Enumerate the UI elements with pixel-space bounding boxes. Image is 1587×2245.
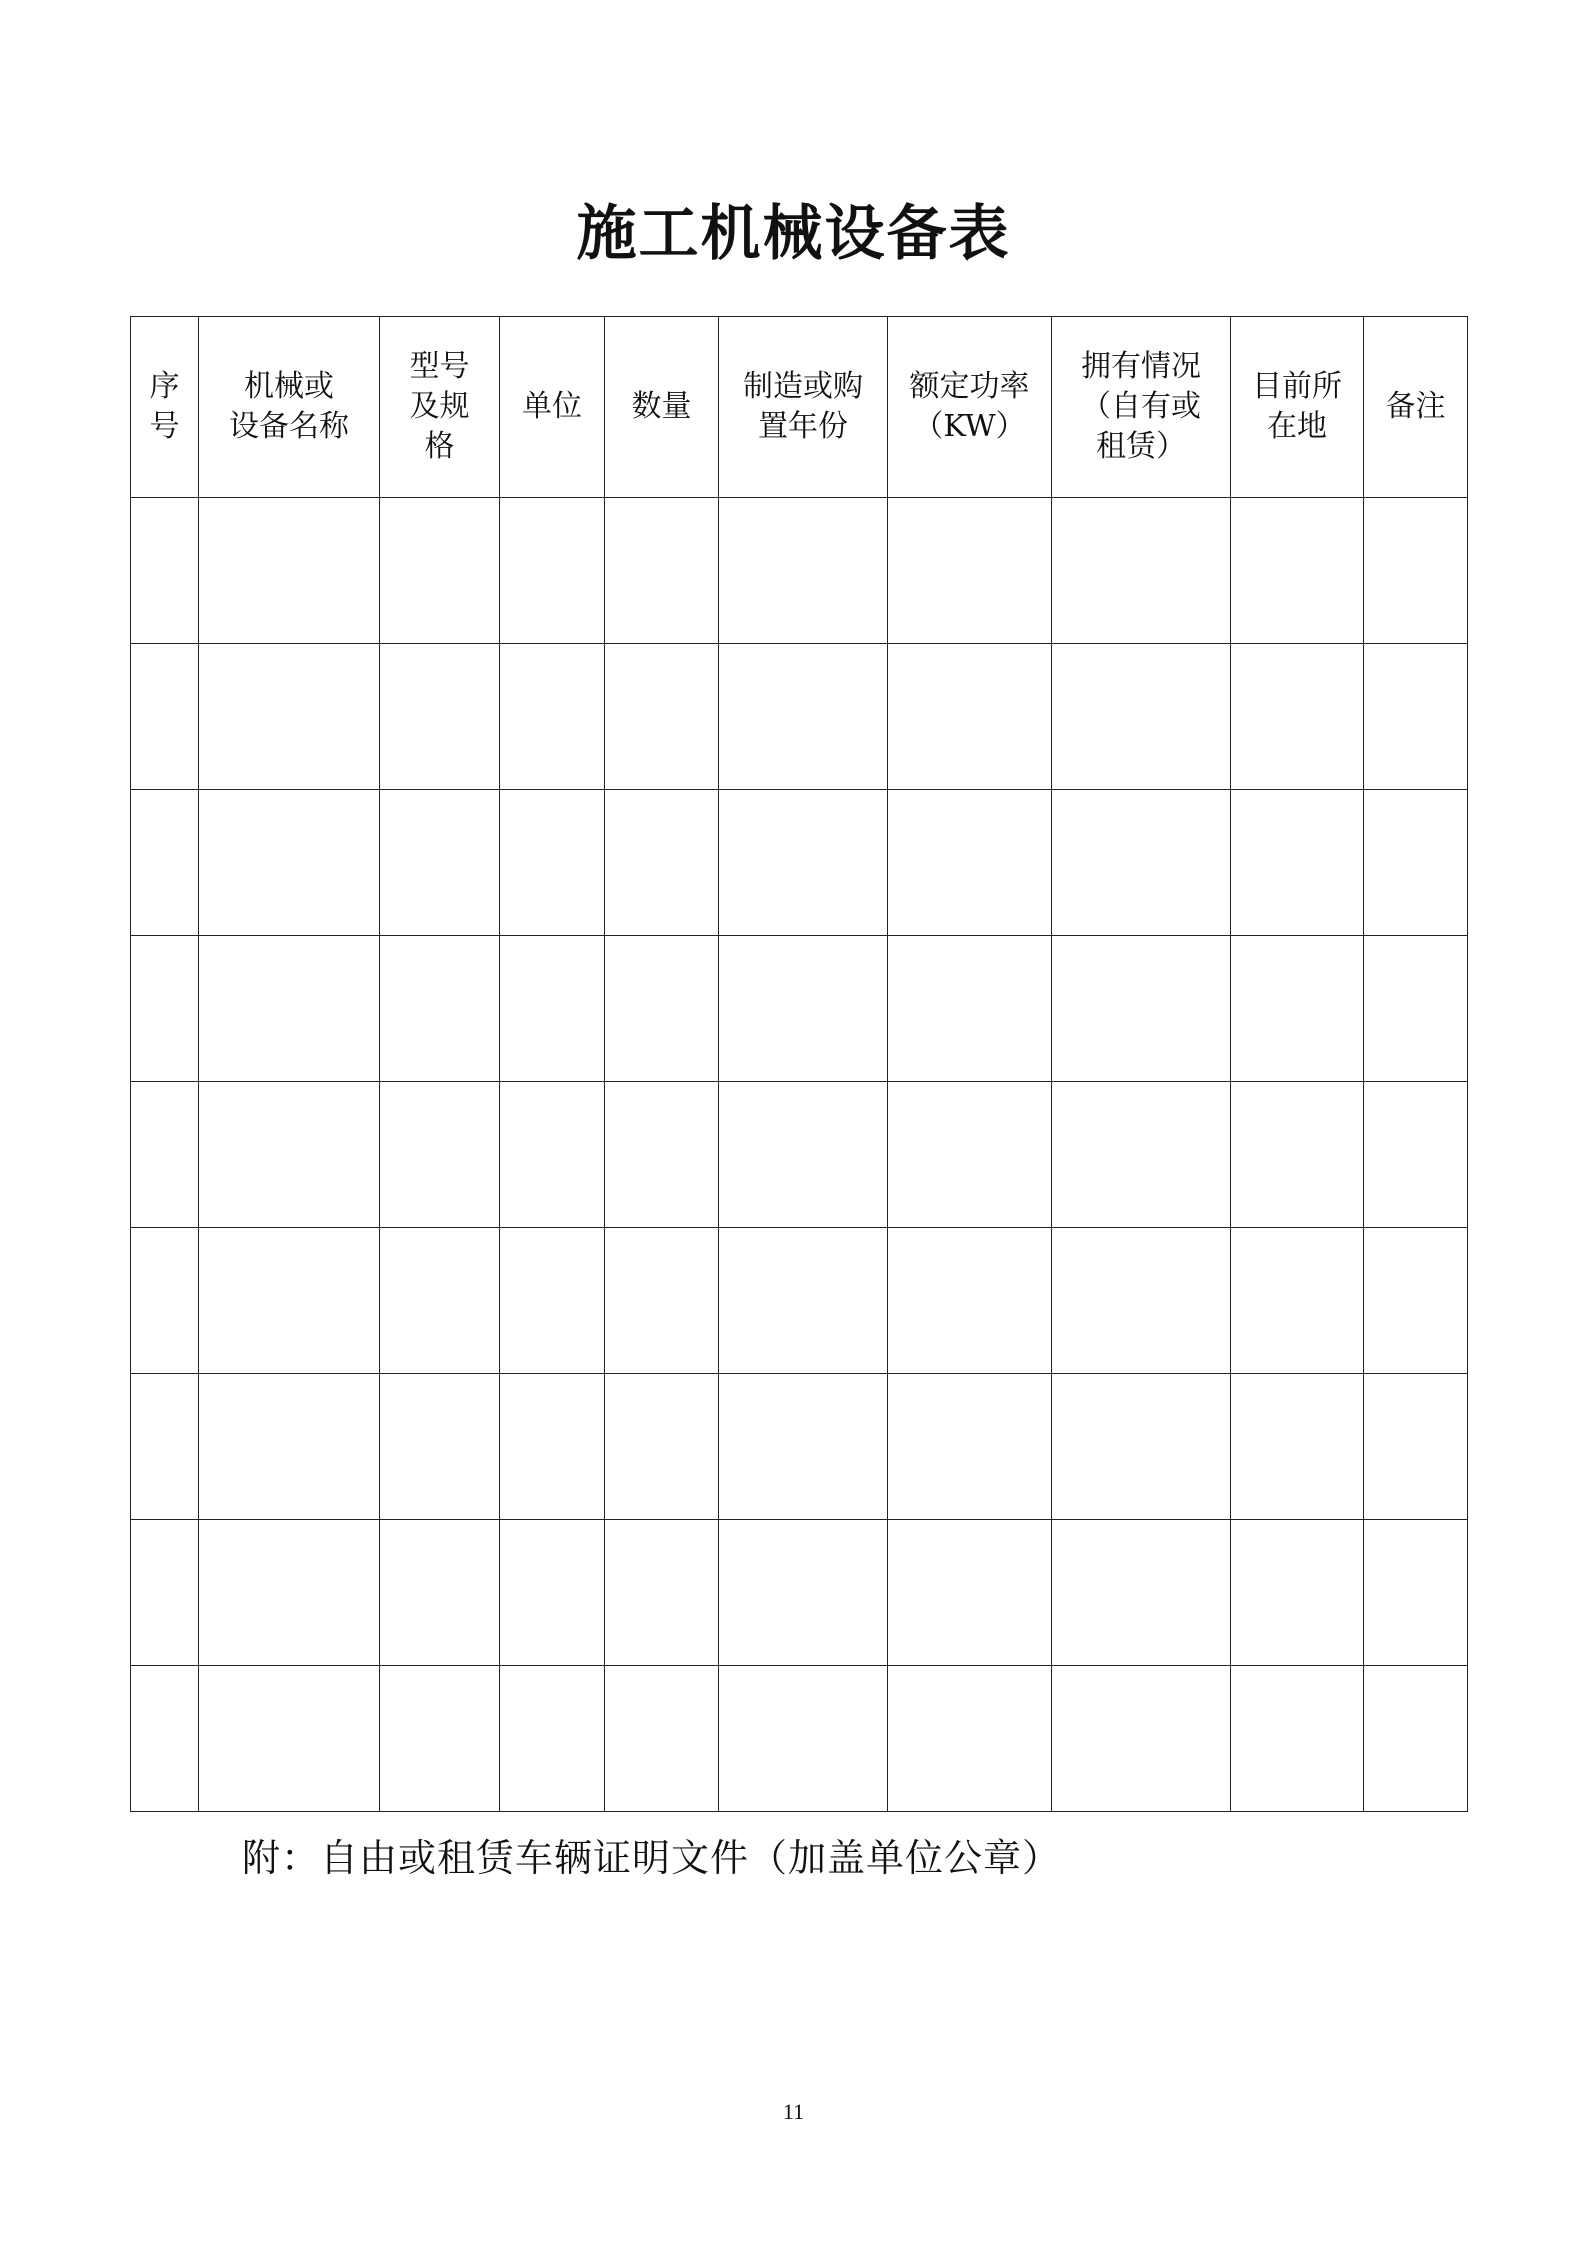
table-cell[interactable] (380, 1520, 500, 1666)
table-cell[interactable] (1364, 644, 1468, 790)
table-row (131, 936, 1468, 1082)
table-cell[interactable] (131, 790, 199, 936)
table-cell[interactable] (380, 1228, 500, 1374)
table-row (131, 1082, 1468, 1228)
table-cell[interactable] (1364, 1228, 1468, 1374)
table-cell[interactable] (719, 498, 888, 644)
table-cell[interactable] (500, 644, 605, 790)
header-current-location: 目前所 在地 (1231, 317, 1364, 498)
table-row (131, 1666, 1468, 1812)
table-cell[interactable] (719, 1374, 888, 1520)
table-cell[interactable] (1231, 644, 1364, 790)
table-cell[interactable] (888, 1520, 1052, 1666)
table-cell[interactable] (888, 936, 1052, 1082)
table-cell[interactable] (500, 1082, 605, 1228)
table-cell[interactable] (719, 790, 888, 936)
table-cell[interactable] (380, 1666, 500, 1812)
table-cell[interactable] (719, 1520, 888, 1666)
table-cell[interactable] (380, 1082, 500, 1228)
table-cell[interactable] (131, 1082, 199, 1228)
table-cell[interactable] (605, 1374, 719, 1520)
table-cell[interactable] (605, 1520, 719, 1666)
table-cell[interactable] (719, 1082, 888, 1228)
table-cell[interactable] (1364, 1666, 1468, 1812)
table-cell[interactable] (380, 790, 500, 936)
equipment-table (130, 316, 1468, 1812)
header-manufacture-year: 制造或购 置年份 (719, 317, 888, 498)
page-number: 11 (782, 2099, 805, 2124)
table-row (131, 1228, 1468, 1374)
table-cell[interactable] (199, 644, 380, 790)
table-cell[interactable] (500, 936, 605, 1082)
table-cell[interactable] (888, 1228, 1052, 1374)
table-cell[interactable] (719, 936, 888, 1082)
table-body (131, 498, 1468, 1812)
table-cell[interactable] (605, 790, 719, 936)
header-unit: 单位 (500, 317, 605, 498)
table-cell[interactable] (199, 1374, 380, 1520)
header-quantity: 数量 (605, 317, 719, 498)
table-cell[interactable] (1052, 1082, 1231, 1228)
table-cell[interactable] (719, 644, 888, 790)
table-cell[interactable] (199, 790, 380, 936)
page-title: 施工机械设备表 (576, 199, 1011, 269)
table-cell[interactable] (1231, 1666, 1364, 1812)
table-cell[interactable] (500, 498, 605, 644)
table-cell[interactable] (605, 498, 719, 644)
table-cell[interactable] (380, 644, 500, 790)
table-cell[interactable] (605, 644, 719, 790)
table-cell[interactable] (131, 936, 199, 1082)
table-cell[interactable] (199, 1082, 380, 1228)
table-cell[interactable] (131, 644, 199, 790)
table-cell[interactable] (199, 498, 380, 644)
table-cell[interactable] (1231, 1374, 1364, 1520)
table-cell[interactable] (1052, 498, 1231, 644)
table-cell[interactable] (500, 1228, 605, 1374)
table-cell[interactable] (500, 790, 605, 936)
table-cell[interactable] (131, 1228, 199, 1374)
table-cell[interactable] (1364, 498, 1468, 644)
table-cell[interactable] (199, 936, 380, 1082)
table-cell[interactable] (1231, 1082, 1364, 1228)
header-equipment-name: 机械或 设备名称 (199, 317, 380, 498)
table-cell[interactable] (605, 1666, 719, 1812)
table-cell[interactable] (1052, 1666, 1231, 1812)
table-row (131, 1374, 1468, 1520)
table-cell[interactable] (605, 1228, 719, 1374)
table-cell[interactable] (1231, 936, 1364, 1082)
table-cell[interactable] (1364, 936, 1468, 1082)
table-header-row (131, 317, 1468, 498)
table-cell[interactable] (1052, 1520, 1231, 1666)
table-cell[interactable] (380, 498, 500, 644)
table-cell[interactable] (1231, 498, 1364, 644)
table-cell[interactable] (380, 936, 500, 1082)
table-cell[interactable] (605, 936, 719, 1082)
table-cell[interactable] (888, 1666, 1052, 1812)
table-cell[interactable] (131, 1520, 199, 1666)
table-cell[interactable] (380, 1374, 500, 1520)
table-cell[interactable] (888, 790, 1052, 936)
table-cell[interactable] (888, 498, 1052, 644)
table-row (131, 644, 1468, 790)
table-cell[interactable] (1364, 1520, 1468, 1666)
table-cell[interactable] (199, 1228, 380, 1374)
table-cell[interactable] (605, 1082, 719, 1228)
header-serial-number: 序 号 (131, 317, 199, 498)
header-model-spec: 型号 及规 格 (380, 317, 500, 498)
table-row (131, 790, 1468, 936)
table-row (131, 1520, 1468, 1666)
footnote: 附：自由或租赁车辆证明文件（加盖单位公章） (242, 1836, 1062, 1880)
table-cell[interactable] (1231, 1520, 1364, 1666)
table-cell[interactable] (888, 1082, 1052, 1228)
table-row (131, 498, 1468, 644)
header-ownership: 拥有情况 （自有或 租赁） (1052, 317, 1231, 498)
table-cell[interactable] (1052, 790, 1231, 936)
table-cell[interactable] (500, 1520, 605, 1666)
table-cell[interactable] (1364, 790, 1468, 936)
table-cell[interactable] (1364, 1082, 1468, 1228)
header-rated-power: 额定功率 （KW） (888, 317, 1052, 498)
table-cell[interactable] (1231, 790, 1364, 936)
table-cell[interactable] (1052, 936, 1231, 1082)
table-cell[interactable] (888, 644, 1052, 790)
table-cell[interactable] (719, 1228, 888, 1374)
table-cell[interactable] (199, 1520, 380, 1666)
table-cell[interactable] (131, 1374, 199, 1520)
table-cell[interactable] (500, 1666, 605, 1812)
table-cell[interactable] (199, 1666, 380, 1812)
table-cell[interactable] (1052, 1228, 1231, 1374)
table-cell[interactable] (1052, 1374, 1231, 1520)
table-cell[interactable] (719, 1666, 888, 1812)
header-remarks: 备注 (1364, 317, 1468, 498)
table-cell[interactable] (500, 1374, 605, 1520)
table-cell[interactable] (888, 1374, 1052, 1520)
table-cell[interactable] (1364, 1374, 1468, 1520)
table-cell[interactable] (1052, 644, 1231, 790)
table-cell[interactable] (1231, 1228, 1364, 1374)
table-cell[interactable] (131, 1666, 199, 1812)
table-cell[interactable] (131, 498, 199, 644)
